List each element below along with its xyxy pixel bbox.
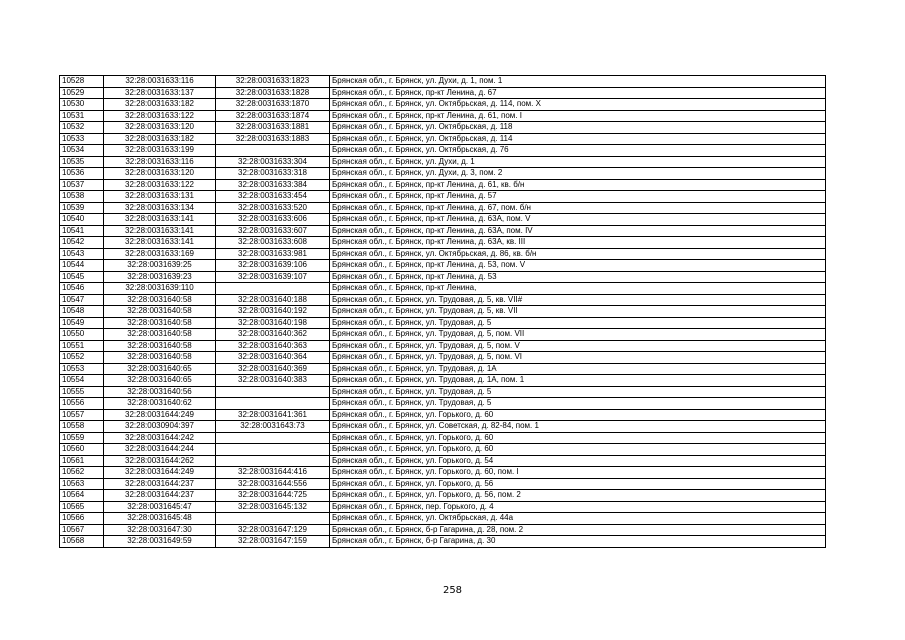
address-cell: Брянская обл., г. Брянск, пр-кт Ленина, д. 63А, пом. V	[330, 214, 826, 226]
address-cell: Брянская обл., г. Брянск, ул. Трудовая, д. 5, кв. VII#	[330, 294, 826, 306]
table-row	[60, 202, 826, 214]
parent-cadastral-cell: 32:28:0031633:122	[104, 179, 216, 191]
table-row	[60, 432, 826, 444]
row-number-cell: 10534	[60, 145, 104, 157]
table-row	[60, 122, 826, 134]
row-number-cell: 10552	[60, 352, 104, 364]
parent-cadastral-cell: 32:28:0031640:58	[104, 329, 216, 341]
row-number-cell: 10559	[60, 432, 104, 444]
address-cell: Брянская обл., г. Брянск, ул. Горького, д. 56	[330, 478, 826, 490]
parent-cadastral-cell: 32:28:0031633:134	[104, 202, 216, 214]
parent-cadastral-cell: 32:28:0031633:141	[104, 237, 216, 249]
parent-cadastral-cell: 32:28:0031644:244	[104, 444, 216, 456]
parent-cadastral-cell: 32:28:0031640:58	[104, 317, 216, 329]
cadastral-number-cell: 32:28:0031640:369	[216, 363, 330, 375]
cadastral-number-cell: 32:28:0031640:362	[216, 329, 330, 341]
row-number-cell: 10557	[60, 409, 104, 421]
table-row	[60, 76, 826, 88]
parent-cadastral-cell: 32:28:0031644:249	[104, 467, 216, 479]
table-row	[60, 87, 826, 99]
address-cell: Брянская обл., г. Брянск, ул. Трудовая, д. 5, кв. VII	[330, 306, 826, 318]
address-cell: Брянская обл., г. Брянск, б-р Гагарина, д. 28, пом. 2	[330, 524, 826, 536]
address-cell: Брянская обл., г. Брянск, ул. Горького, д. 60	[330, 432, 826, 444]
table-row	[60, 409, 826, 421]
parent-cadastral-cell: 32:28:0031645:48	[104, 513, 216, 525]
row-number-cell: 10567	[60, 524, 104, 536]
cadastral-number-cell	[216, 455, 330, 467]
page-number: 258	[442, 585, 463, 596]
address-cell: Брянская обл., г. Брянск, пр-кт Ленина, д. 67	[330, 87, 826, 99]
address-cell: Брянская обл., г. Брянск, ул. Октябрьская, д. 44а	[330, 513, 826, 525]
parent-cadastral-cell: 32:28:0031633:169	[104, 248, 216, 260]
table-row	[60, 501, 826, 513]
table-row	[60, 386, 826, 398]
parent-cadastral-cell: 32:28:0031633:137	[104, 87, 216, 99]
address-cell: Брянская обл., г. Брянск, ул. Горького, д. 54	[330, 455, 826, 467]
row-number-cell: 10546	[60, 283, 104, 295]
cadastral-number-cell: 32:28:0031633:454	[216, 191, 330, 203]
parent-cadastral-cell: 32:28:0031633:120	[104, 122, 216, 134]
cadastral-number-cell	[216, 386, 330, 398]
table-row	[60, 421, 826, 433]
address-cell: Брянская обл., г. Брянск, пр-кт Ленина, д. 53, пом. V	[330, 260, 826, 272]
row-number-cell: 10541	[60, 225, 104, 237]
cadastral-number-cell	[216, 283, 330, 295]
parent-cadastral-cell: 32:28:0031633:120	[104, 168, 216, 180]
parent-cadastral-cell: 32:28:0031633:131	[104, 191, 216, 203]
row-number-cell: 10551	[60, 340, 104, 352]
table-row	[60, 260, 826, 272]
parent-cadastral-cell: 32:28:0031639:110	[104, 283, 216, 295]
table-row	[60, 156, 826, 168]
row-number-cell: 10547	[60, 294, 104, 306]
parent-cadastral-cell: 32:28:0030904:397	[104, 421, 216, 433]
address-cell: Брянская обл., г. Брянск, ул. Трудовая, д. 5, пом. VI	[330, 352, 826, 364]
cadastral-number-cell: 32:28:0031633:520	[216, 202, 330, 214]
parent-cadastral-cell: 32:28:0031644:242	[104, 432, 216, 444]
cadastral-number-cell	[216, 513, 330, 525]
address-cell: Брянская обл., г. Брянск, ул. Октябрьская, д. 114	[330, 133, 826, 145]
parent-cadastral-cell: 32:28:0031633:182	[104, 133, 216, 145]
parent-cadastral-cell: 32:28:0031633:141	[104, 214, 216, 226]
row-number-cell: 10528	[60, 76, 104, 88]
parent-cadastral-cell: 32:28:0031649:59	[104, 536, 216, 548]
table-row	[60, 214, 826, 226]
parent-cadastral-cell: 32:28:0031644:262	[104, 455, 216, 467]
row-number-cell: 10565	[60, 501, 104, 513]
cadastral-number-cell: 32:28:0031640:383	[216, 375, 330, 387]
table-row	[60, 110, 826, 122]
cadastral-number-cell: 32:28:0031633:318	[216, 168, 330, 180]
address-cell: Брянская обл., г. Брянск, ул. Трудовая, д. 5, пом. VII	[330, 329, 826, 341]
row-number-cell: 10543	[60, 248, 104, 260]
table-row	[60, 99, 826, 111]
address-cell: Брянская обл., г. Брянск, пр-кт Ленина, д. 57	[330, 191, 826, 203]
row-number-cell: 10558	[60, 421, 104, 433]
address-cell: Брянская обл., г. Брянск, пр-кт Ленина,	[330, 283, 826, 295]
parent-cadastral-cell: 32:28:0031640:58	[104, 306, 216, 318]
table-row	[60, 248, 826, 260]
cadastral-number-cell: 32:28:0031633:304	[216, 156, 330, 168]
row-number-cell: 10563	[60, 478, 104, 490]
cadastral-number-cell: 32:28:0031645:132	[216, 501, 330, 513]
table-row	[60, 179, 826, 191]
table-row	[60, 398, 826, 410]
table-row	[60, 271, 826, 283]
table-row	[60, 145, 826, 157]
address-cell: Брянская обл., г. Брянск, пр-кт Ленина, д. 53	[330, 271, 826, 283]
table-row	[60, 317, 826, 329]
parent-cadastral-cell: 32:28:0031640:56	[104, 386, 216, 398]
address-cell: Брянская обл., г. Брянск, пр-кт Ленина, д. 67, пом. б/н	[330, 202, 826, 214]
row-number-cell: 10530	[60, 99, 104, 111]
table-row	[60, 363, 826, 375]
cadastral-number-cell: 32:28:0031633:608	[216, 237, 330, 249]
table-row	[60, 455, 826, 467]
address-cell: Брянская обл., г. Брянск, б-р Гагарина, д. 30	[330, 536, 826, 548]
row-number-cell: 10548	[60, 306, 104, 318]
parent-cadastral-cell: 32:28:0031640:65	[104, 375, 216, 387]
parent-cadastral-cell: 32:28:0031647:30	[104, 524, 216, 536]
address-cell: Брянская обл., г. Брянск, пр-кт Ленина, д. 63А, кв. III	[330, 237, 826, 249]
cadastral-number-cell: 32:28:0031633:607	[216, 225, 330, 237]
table-row	[60, 513, 826, 525]
table-row	[60, 478, 826, 490]
row-number-cell: 10542	[60, 237, 104, 249]
row-number-cell: 10562	[60, 467, 104, 479]
address-cell: Брянская обл., г. Брянск, ул. Октябрьская, д. 76	[330, 145, 826, 157]
address-cell: Брянская обл., г. Брянск, ул. Горького, д. 60	[330, 409, 826, 421]
table-row	[60, 237, 826, 249]
row-number-cell: 10566	[60, 513, 104, 525]
parent-cadastral-cell: 32:28:0031640:58	[104, 294, 216, 306]
cadastral-number-cell	[216, 398, 330, 410]
cadastral-number-cell: 32:28:0031640:364	[216, 352, 330, 364]
table-row	[60, 294, 826, 306]
table-row	[60, 306, 826, 318]
row-number-cell: 10529	[60, 87, 104, 99]
address-cell: Брянская обл., г. Брянск, ул. Духи, д. 1	[330, 156, 826, 168]
cadastral-number-cell: 32:28:0031640:198	[216, 317, 330, 329]
cadastral-number-cell: 32:28:0031640:363	[216, 340, 330, 352]
row-number-cell: 10538	[60, 191, 104, 203]
cadastral-number-cell: 32:28:0031644:556	[216, 478, 330, 490]
table-row	[60, 467, 826, 479]
cadastral-number-cell: 32:28:0031633:1828	[216, 87, 330, 99]
table-row	[60, 524, 826, 536]
row-number-cell: 10531	[60, 110, 104, 122]
cadastral-number-cell	[216, 432, 330, 444]
cadastral-number-cell	[216, 145, 330, 157]
row-number-cell: 10560	[60, 444, 104, 456]
address-cell: Брянская обл., г. Брянск, ул. Трудовая, д. 1А	[330, 363, 826, 375]
address-cell: Брянская обл., г. Брянск, ул. Трудовая, д. 5, пом. V	[330, 340, 826, 352]
address-cell: Брянская обл., г. Брянск, ул. Горького, д. 56, пом. 2	[330, 490, 826, 502]
row-number-cell: 10561	[60, 455, 104, 467]
table-row	[60, 191, 826, 203]
address-cell: Брянская обл., г. Брянск, ул. Духи, д. 3, пом. 2	[330, 168, 826, 180]
table-row	[60, 444, 826, 456]
address-cell: Брянская обл., г. Брянск, ул. Октябрьская, д. 114, пом. X	[330, 99, 826, 111]
address-cell: Брянская обл., г. Брянск, пр-кт Ленина, д. 61, кв. б/н	[330, 179, 826, 191]
parent-cadastral-cell: 32:28:0031640:65	[104, 363, 216, 375]
row-number-cell: 10544	[60, 260, 104, 272]
property-registry-table	[59, 75, 826, 548]
cadastral-number-cell: 32:28:0031640:192	[216, 306, 330, 318]
cadastral-number-cell	[216, 444, 330, 456]
address-cell: Брянская обл., г. Брянск, ул. Духи, д. 1, пом. 1	[330, 76, 826, 88]
row-number-cell: 10568	[60, 536, 104, 548]
row-number-cell: 10536	[60, 168, 104, 180]
parent-cadastral-cell: 32:28:0031644:237	[104, 490, 216, 502]
parent-cadastral-cell: 32:28:0031644:249	[104, 409, 216, 421]
row-number-cell: 10533	[60, 133, 104, 145]
table-row	[60, 375, 826, 387]
table-row	[60, 225, 826, 237]
table-row	[60, 329, 826, 341]
parent-cadastral-cell: 32:28:0031640:58	[104, 352, 216, 364]
table-row	[60, 340, 826, 352]
address-cell: Брянская обл., г. Брянск, пр-кт Ленина, д. 61, пом. I	[330, 110, 826, 122]
table-row	[60, 490, 826, 502]
address-cell: Брянская обл., г. Брянск, ул. Октябрьская, д. 86, кв. б/н	[330, 248, 826, 260]
parent-cadastral-cell: 32:28:0031633:199	[104, 145, 216, 157]
row-number-cell: 10553	[60, 363, 104, 375]
address-cell: Брянская обл., г. Брянск, ул. Трудовая, д. 1А, пом. 1	[330, 375, 826, 387]
cadastral-number-cell: 32:28:0031644:725	[216, 490, 330, 502]
cadastral-number-cell: 32:28:0031633:606	[216, 214, 330, 226]
address-cell: Брянская обл., г. Брянск, ул. Октябрьская, д. 118	[330, 122, 826, 134]
parent-cadastral-cell: 32:28:0031639:23	[104, 271, 216, 283]
cadastral-number-cell: 32:28:0031639:107	[216, 271, 330, 283]
parent-cadastral-cell: 32:28:0031640:58	[104, 340, 216, 352]
cadastral-number-cell: 32:28:0031633:1823	[216, 76, 330, 88]
row-number-cell: 10555	[60, 386, 104, 398]
row-number-cell: 10540	[60, 214, 104, 226]
row-number-cell: 10564	[60, 490, 104, 502]
cadastral-number-cell: 32:28:0031633:1881	[216, 122, 330, 134]
table-row	[60, 168, 826, 180]
cadastral-number-cell: 32:28:0031633:384	[216, 179, 330, 191]
row-number-cell: 10554	[60, 375, 104, 387]
parent-cadastral-cell: 32:28:0031645:47	[104, 501, 216, 513]
cadastral-number-cell: 32:28:0031643:73	[216, 421, 330, 433]
parent-cadastral-cell: 32:28:0031639:25	[104, 260, 216, 272]
table-row	[60, 536, 826, 548]
parent-cadastral-cell: 32:28:0031633:116	[104, 76, 216, 88]
cadastral-number-cell: 32:28:0031644:416	[216, 467, 330, 479]
cadastral-number-cell: 32:28:0031641:361	[216, 409, 330, 421]
parent-cadastral-cell: 32:28:0031633:182	[104, 99, 216, 111]
parent-cadastral-cell: 32:28:0031633:141	[104, 225, 216, 237]
address-cell: Брянская обл., г. Брянск, ул. Горького, д. 60	[330, 444, 826, 456]
address-cell: Брянская обл., г. Брянск, пр-кт Ленина, д. 63А, пом. IV	[330, 225, 826, 237]
row-number-cell: 10549	[60, 317, 104, 329]
address-cell: Брянская обл., г. Брянск, ул. Горького, д. 60, пом. I	[330, 467, 826, 479]
row-number-cell: 10545	[60, 271, 104, 283]
table-row	[60, 352, 826, 364]
cadastral-number-cell: 32:28:0031647:159	[216, 536, 330, 548]
cadastral-number-cell: 32:28:0031639:106	[216, 260, 330, 272]
table-row	[60, 133, 826, 145]
cadastral-number-cell: 32:28:0031633:1870	[216, 99, 330, 111]
cadastral-number-cell: 32:28:0031633:981	[216, 248, 330, 260]
table-body	[60, 76, 826, 548]
address-cell: Брянская обл., г. Брянск, ул. Трудовая, д. 5	[330, 398, 826, 410]
address-cell: Брянская обл., г. Брянск, ул. Советская, д. 82-84, пом. 1	[330, 421, 826, 433]
parent-cadastral-cell: 32:28:0031640:62	[104, 398, 216, 410]
row-number-cell: 10550	[60, 329, 104, 341]
cadastral-number-cell: 32:28:0031633:1874	[216, 110, 330, 122]
row-number-cell: 10556	[60, 398, 104, 410]
parent-cadastral-cell: 32:28:0031633:116	[104, 156, 216, 168]
parent-cadastral-cell: 32:28:0031633:122	[104, 110, 216, 122]
parent-cadastral-cell: 32:28:0031644:237	[104, 478, 216, 490]
address-cell: Брянская обл., г. Брянск, ул. Трудовая, д. 5	[330, 317, 826, 329]
cadastral-number-cell: 32:28:0031647:129	[216, 524, 330, 536]
row-number-cell: 10535	[60, 156, 104, 168]
row-number-cell: 10532	[60, 122, 104, 134]
address-cell: Брянская обл., г. Брянск, пер. Горького, д. 4	[330, 501, 826, 513]
row-number-cell: 10537	[60, 179, 104, 191]
address-cell: Брянская обл., г. Брянск, ул. Трудовая, д. 5	[330, 386, 826, 398]
row-number-cell: 10539	[60, 202, 104, 214]
table-row	[60, 283, 826, 295]
cadastral-number-cell: 32:28:0031640:188	[216, 294, 330, 306]
cadastral-number-cell: 32:28:0031633:1883	[216, 133, 330, 145]
